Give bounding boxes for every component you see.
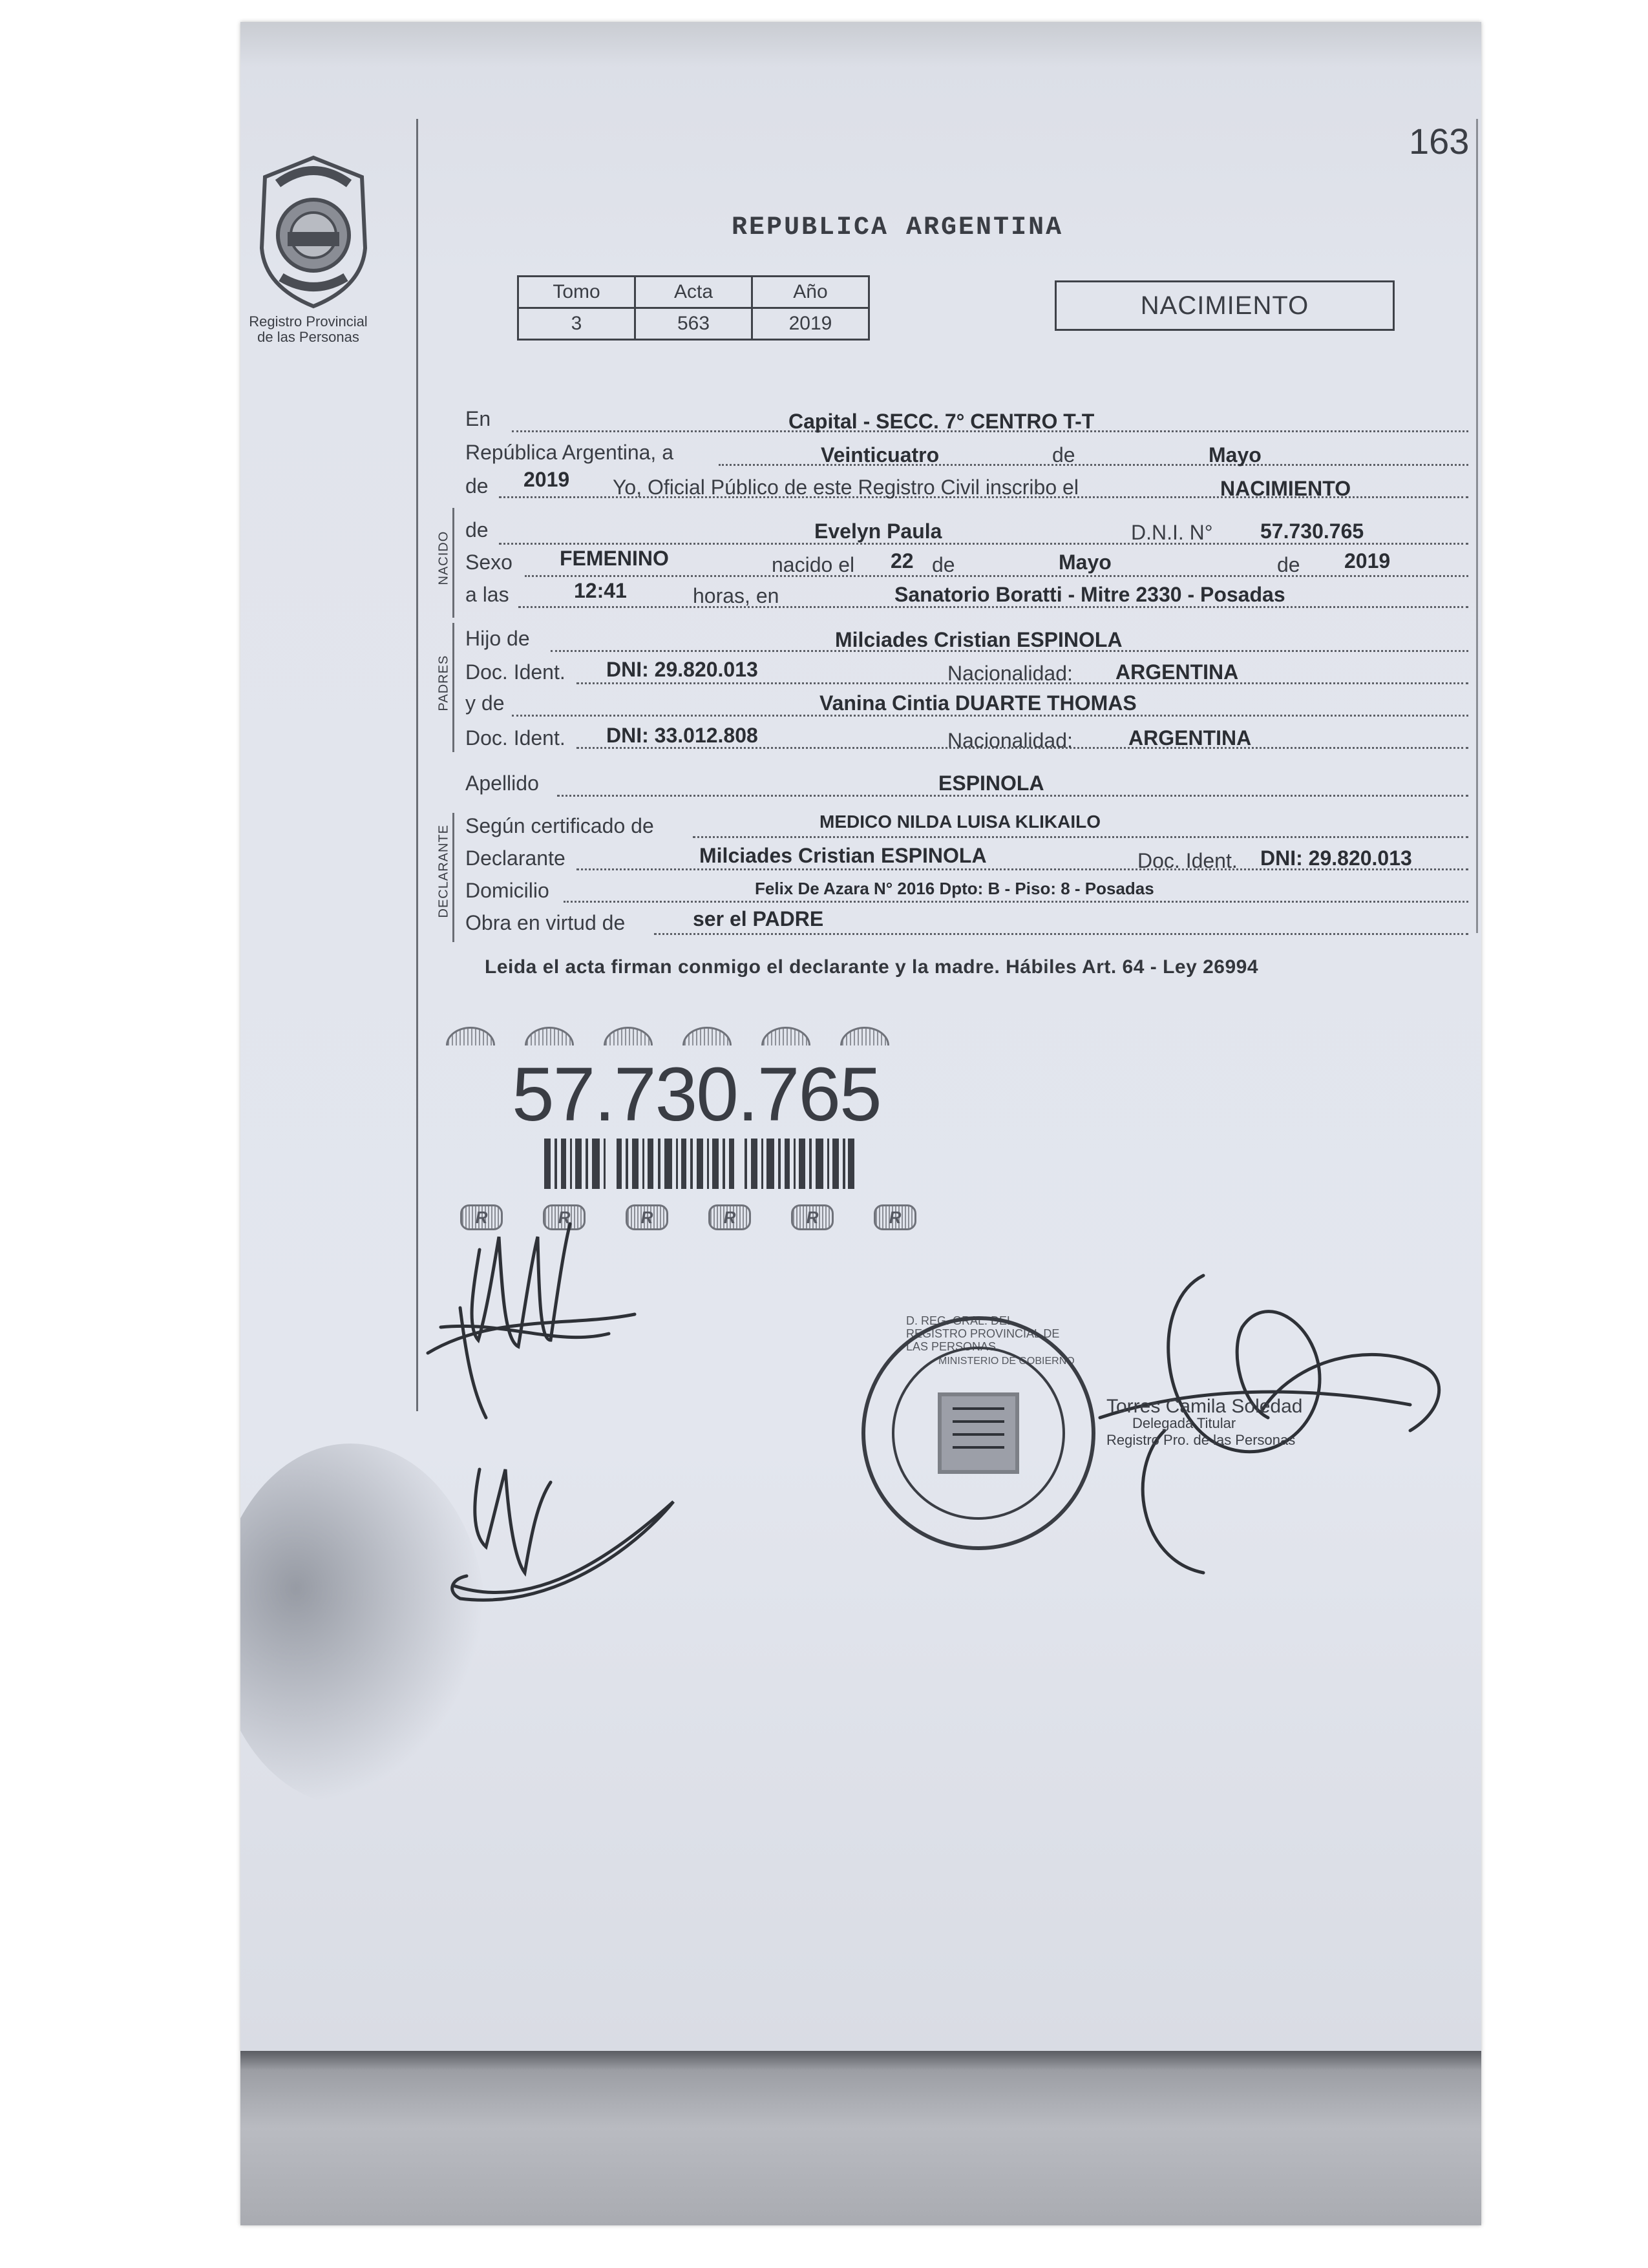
madre-value: Vanina Cintia DUARTE THOMAS [819,691,1137,715]
stamp-ring-text: D. REG. GRAL. DEL REGISTRO PROVINCIAL DE LAS PERSONAS [906,1314,1060,1353]
r-mark: R [874,1204,916,1230]
hijo-de-label: Hijo de [465,627,530,650]
record-type-box: NACIMIENTO [1055,280,1395,331]
security-seal-icon [525,1027,574,1045]
declarante-label: Declarante [465,846,565,870]
value-acta: 563 [635,308,752,340]
header-tomo: Tomo [518,277,635,308]
r-mark: R [543,1204,586,1230]
apellido-value: ESPINOLA [938,772,1044,795]
official-stamp-caption [906,1314,1339,1449]
logo-caption [240,314,376,345]
sexo-label: Sexo [465,551,512,574]
nacionalidad-label: Nacionalidad: [947,662,1073,685]
misiones-coat-of-arms-icon [252,151,375,313]
header-acta: Acta [635,277,752,308]
barcode-icon [544,1139,854,1189]
page-number: 163 [1409,121,1470,162]
value-anio: 2019 [752,308,869,340]
r-mark: R [708,1204,751,1230]
sexo-value: FEMENINO [560,547,669,570]
republica-label: República Argentina, a [465,441,673,464]
a-las-label: a las [465,583,509,606]
de3-label: de [465,518,489,541]
dni-value: 57.730.765 [1260,520,1364,543]
nac-dia-value: 22 [891,549,914,572]
value-tomo: 3 [518,308,635,340]
signer-title: Delegada Titular [1132,1415,1236,1431]
padre-value: Milciades Cristian ESPINOLA [835,628,1123,651]
security-seal-icon [446,1027,495,1045]
birth-certificate-sheet [240,22,1481,2225]
record-table [517,275,870,341]
dni-label: D.N.I. N° [1131,521,1213,544]
de4-label: de [932,553,955,576]
dni-large-number: 57.730.765 [512,1052,881,1137]
padre-doc-value: DNI: 29.820.013 [606,658,758,681]
nombre-value: Evelyn Paula [814,520,942,543]
doc-ident3-label: Doc. Ident. [1137,849,1238,872]
en-label: En [465,407,491,430]
closing-note: Leida el acta firman conmigo el declarante y la madre. Hábiles Art. 64 - Ley 26994 [485,956,1259,978]
madre-doc-value: DNI: 33.012.808 [606,724,758,747]
padres-rule [452,623,454,752]
nacido-el-label: nacido el [772,553,855,576]
de5-label: de [1277,553,1300,576]
declarante-value: Milciades Cristian ESPINOLA [699,844,987,867]
dotline [564,901,1468,903]
doc-ident2-label: Doc. Ident. [465,726,565,750]
de-label: de [1052,443,1075,467]
dotline [525,575,1468,577]
security-seal-icon [840,1027,889,1045]
obra-value: ser el PADRE [693,907,824,930]
scan-bottom-band [240,2051,1481,2225]
security-seal-icon [604,1027,653,1045]
right-rule [1476,119,1478,933]
dotline [654,933,1468,935]
header-anio: Año [752,277,869,308]
declarante-doc-value: DNI: 29.820.013 [1260,846,1412,870]
nacionalidad2-label: Nacionalidad: [947,729,1073,752]
security-seal-icon [682,1027,732,1045]
security-seal-icon [761,1027,810,1045]
declarante-rule [452,813,454,942]
signer-name: Torres Camila Soledad [1106,1396,1303,1417]
nacido-rule [452,508,454,618]
padre-nac-value: ARGENTINA [1115,660,1239,684]
signer-org: Registro Pro. de las Personas [1106,1432,1296,1448]
side-label-declarante: DECLARANTE [436,824,451,918]
r-mark: R [791,1204,834,1230]
obra-label: Obra en virtud de [465,911,626,934]
horas-en-label: horas, en [693,584,779,607]
nac-mes-value: Mayo [1059,551,1112,574]
country-title: REPUBLICA ARGENTINA [732,213,1064,242]
logo-caption-line1: Registro Provincial [249,313,368,330]
r-mark: R [626,1204,668,1230]
y-de-label: y de [465,691,505,715]
domicilio-value: Felix De Azara N° 2016 Dpto: B - Piso: 8 - Posadas [755,879,1154,898]
lugar-value: Sanatorio Boratti - Mitre 2330 - Posadas [894,583,1285,606]
inscribo-value: NACIMIENTO [1220,477,1351,500]
side-label-padres: PADRES [436,655,451,711]
domicilio-label: Domicilio [465,879,549,902]
nac-anio-value: 2019 [1344,549,1391,572]
madre-signature-icon [475,1469,551,1573]
segun-label: Según certificado de [465,814,654,837]
de2-label: de [465,474,489,498]
segun-value: MEDICO NILDA LUISA KLIKAILO [819,812,1101,832]
stamp-inner-text: MINISTERIO DE GOBIERNO [938,1356,1075,1367]
oficial-text: Yo, Oficial Público de este Registro Civil inscribo el [613,476,1079,499]
side-label-nacido: NACIDO [436,530,451,585]
dotline [693,836,1468,838]
anio-value: 2019 [523,468,570,491]
madre-nac-value: ARGENTINA [1128,726,1252,750]
logo-caption-line2: de las Personas [257,329,359,345]
doc-ident-label: Doc. Ident. [465,660,565,684]
r-mark: R [460,1204,503,1230]
hora-value: 12:41 [574,579,627,602]
en-value: Capital - SECC. 7° CENTRO T-T [788,410,1095,433]
dia-value: Veinticuatro [821,443,940,467]
apellido-label: Apellido [465,772,539,795]
mes-value: Mayo [1209,443,1262,467]
